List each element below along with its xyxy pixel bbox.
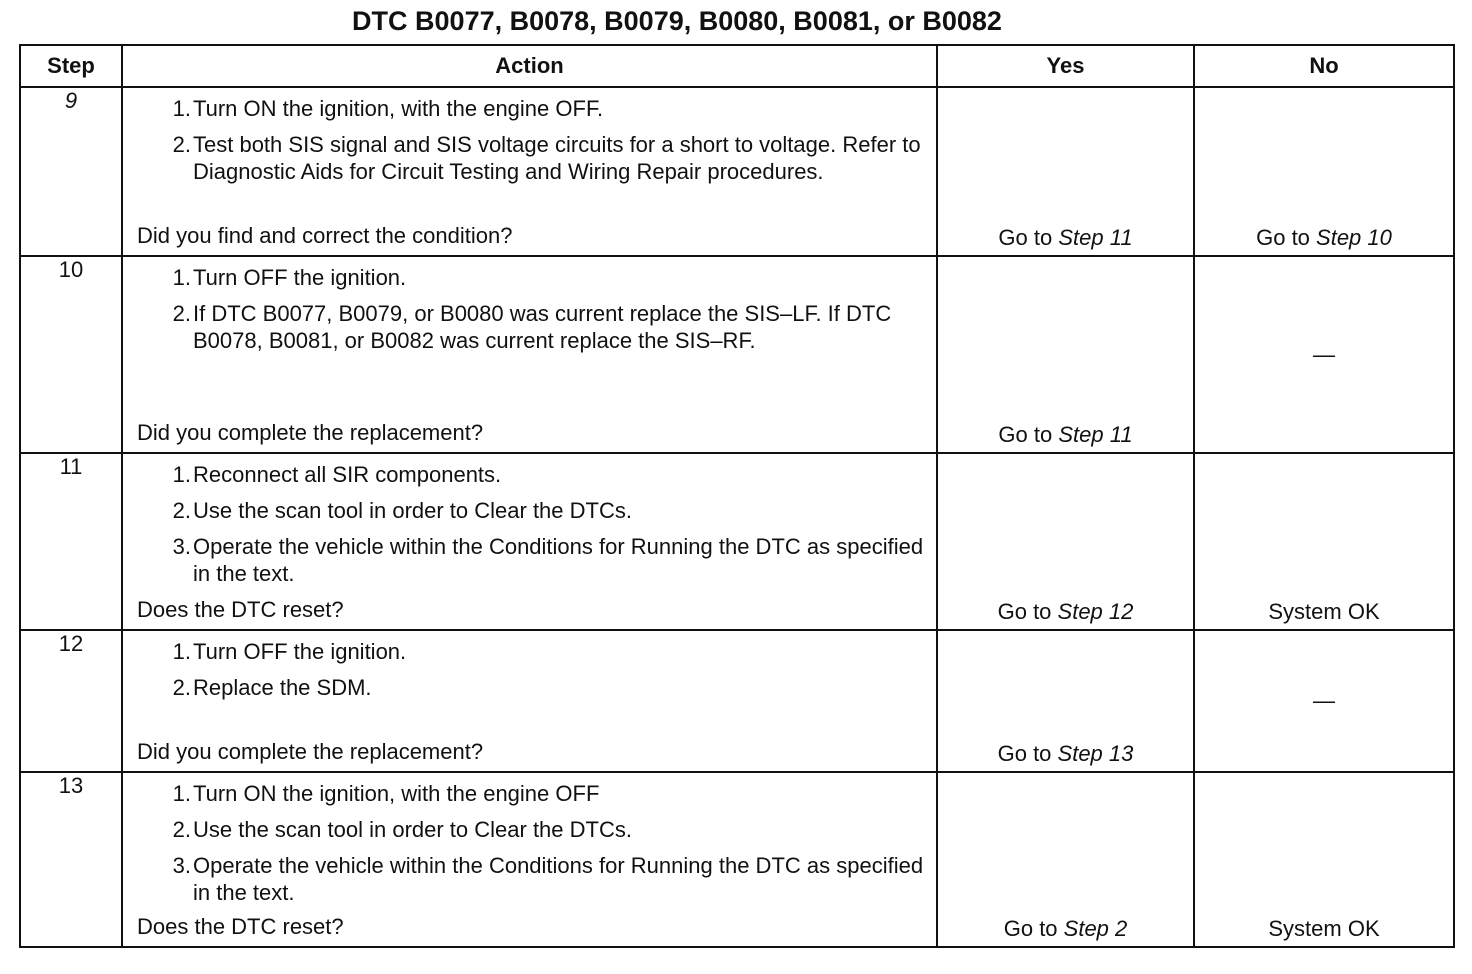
substep: 1. Turn OFF the ignition. — [172, 639, 407, 664]
header-row — [20, 45, 1454, 87]
substep: 2. Use the scan tool in order to Clear the DTCs. — [172, 817, 632, 842]
table-row-step-12 — [20, 630, 1454, 772]
substep: 2. If DTC B0077, B0079, or B0080 was current replace the SIS–LF. If DTC B0078, B0081, or B0082 was current replace the SIS–RF. — [172, 301, 892, 353]
yes-goto-link[interactable]: Go to Step 12 — [997, 599, 1134, 624]
no-result: System OK — [1268, 599, 1380, 624]
yes-goto-link[interactable]: Go to Step 13 — [997, 741, 1134, 766]
header-no: No — [1194, 45, 1454, 87]
yes-goto-link[interactable]: Go to Step 11 — [998, 225, 1133, 250]
table-row-step-10 — [20, 256, 1454, 453]
step-number: 10 — [20, 256, 122, 453]
action-cell — [122, 772, 937, 947]
action-question: Did you complete the replacement? — [137, 420, 484, 445]
table-row-step-9 — [20, 87, 1454, 256]
no-cell — [1194, 772, 1454, 947]
header-action: Action — [122, 45, 937, 87]
yes-cell — [937, 453, 1194, 630]
yes-goto-link[interactable]: Go to Step 2 — [1003, 916, 1128, 941]
substep: 2. Use the scan tool in order to Clear the DTCs. — [172, 498, 632, 523]
step-number: 9 — [20, 87, 122, 256]
substep: 1. Turn ON the ignition, with the engine OFF. — [172, 96, 604, 121]
yes-goto-link[interactable]: Go to Step 11 — [998, 422, 1133, 447]
action-question: Did you find and correct the condition? — [137, 223, 513, 248]
substep: 1. Turn ON the ignition, with the engine OFF — [172, 781, 600, 806]
action-cell — [122, 87, 937, 256]
header-yes: Yes — [937, 45, 1194, 87]
substep: 1. Reconnect all SIR components. — [172, 462, 502, 487]
no-dash: — — [1313, 688, 1335, 713]
no-cell — [1194, 256, 1454, 453]
step-number: 12 — [20, 630, 122, 772]
step-number: 13 — [20, 772, 122, 947]
no-goto-link[interactable]: Go to Step 10 — [1256, 225, 1392, 250]
action-cell — [122, 630, 937, 772]
no-dash: — — [1313, 341, 1335, 367]
yes-cell — [937, 256, 1194, 453]
no-cell — [1194, 453, 1454, 630]
action-question: Did you complete the replacement? — [137, 739, 484, 764]
action-question: Does the DTC reset? — [137, 914, 344, 939]
action-cell — [122, 453, 937, 630]
substep: 1. Turn OFF the ignition. — [172, 265, 407, 290]
table-row-step-13 — [20, 772, 1454, 947]
yes-cell — [937, 772, 1194, 947]
table-row-step-11 — [20, 453, 1454, 630]
substep: 2. Replace the SDM. — [172, 675, 372, 700]
step-number: 11 — [20, 453, 122, 630]
no-cell — [1194, 630, 1454, 772]
yes-cell — [937, 630, 1194, 772]
no-cell — [1194, 87, 1454, 256]
dtc-table — [19, 44, 1455, 948]
substep: 3. Operate the vehicle within the Conditions for Running the DTC as specified in the text. — [172, 853, 924, 905]
substep: 2. Test both SIS signal and SIS voltage circuits for a short to voltage. Refer to Diagnostic Aids for Circuit Testing and Wiring Repair procedures. — [172, 132, 921, 184]
substep: 3. Operate the vehicle within the Conditions for Running the DTC as specified in the text. — [172, 534, 924, 586]
page-title: DTC B0077, B0078, B0079, B0080, B0081, or B0082 — [352, 6, 1002, 36]
action-question: Does the DTC reset? — [137, 597, 344, 622]
yes-cell — [937, 87, 1194, 256]
no-result: System OK — [1268, 916, 1380, 941]
header-step: Step — [20, 45, 122, 87]
action-cell — [122, 256, 937, 453]
